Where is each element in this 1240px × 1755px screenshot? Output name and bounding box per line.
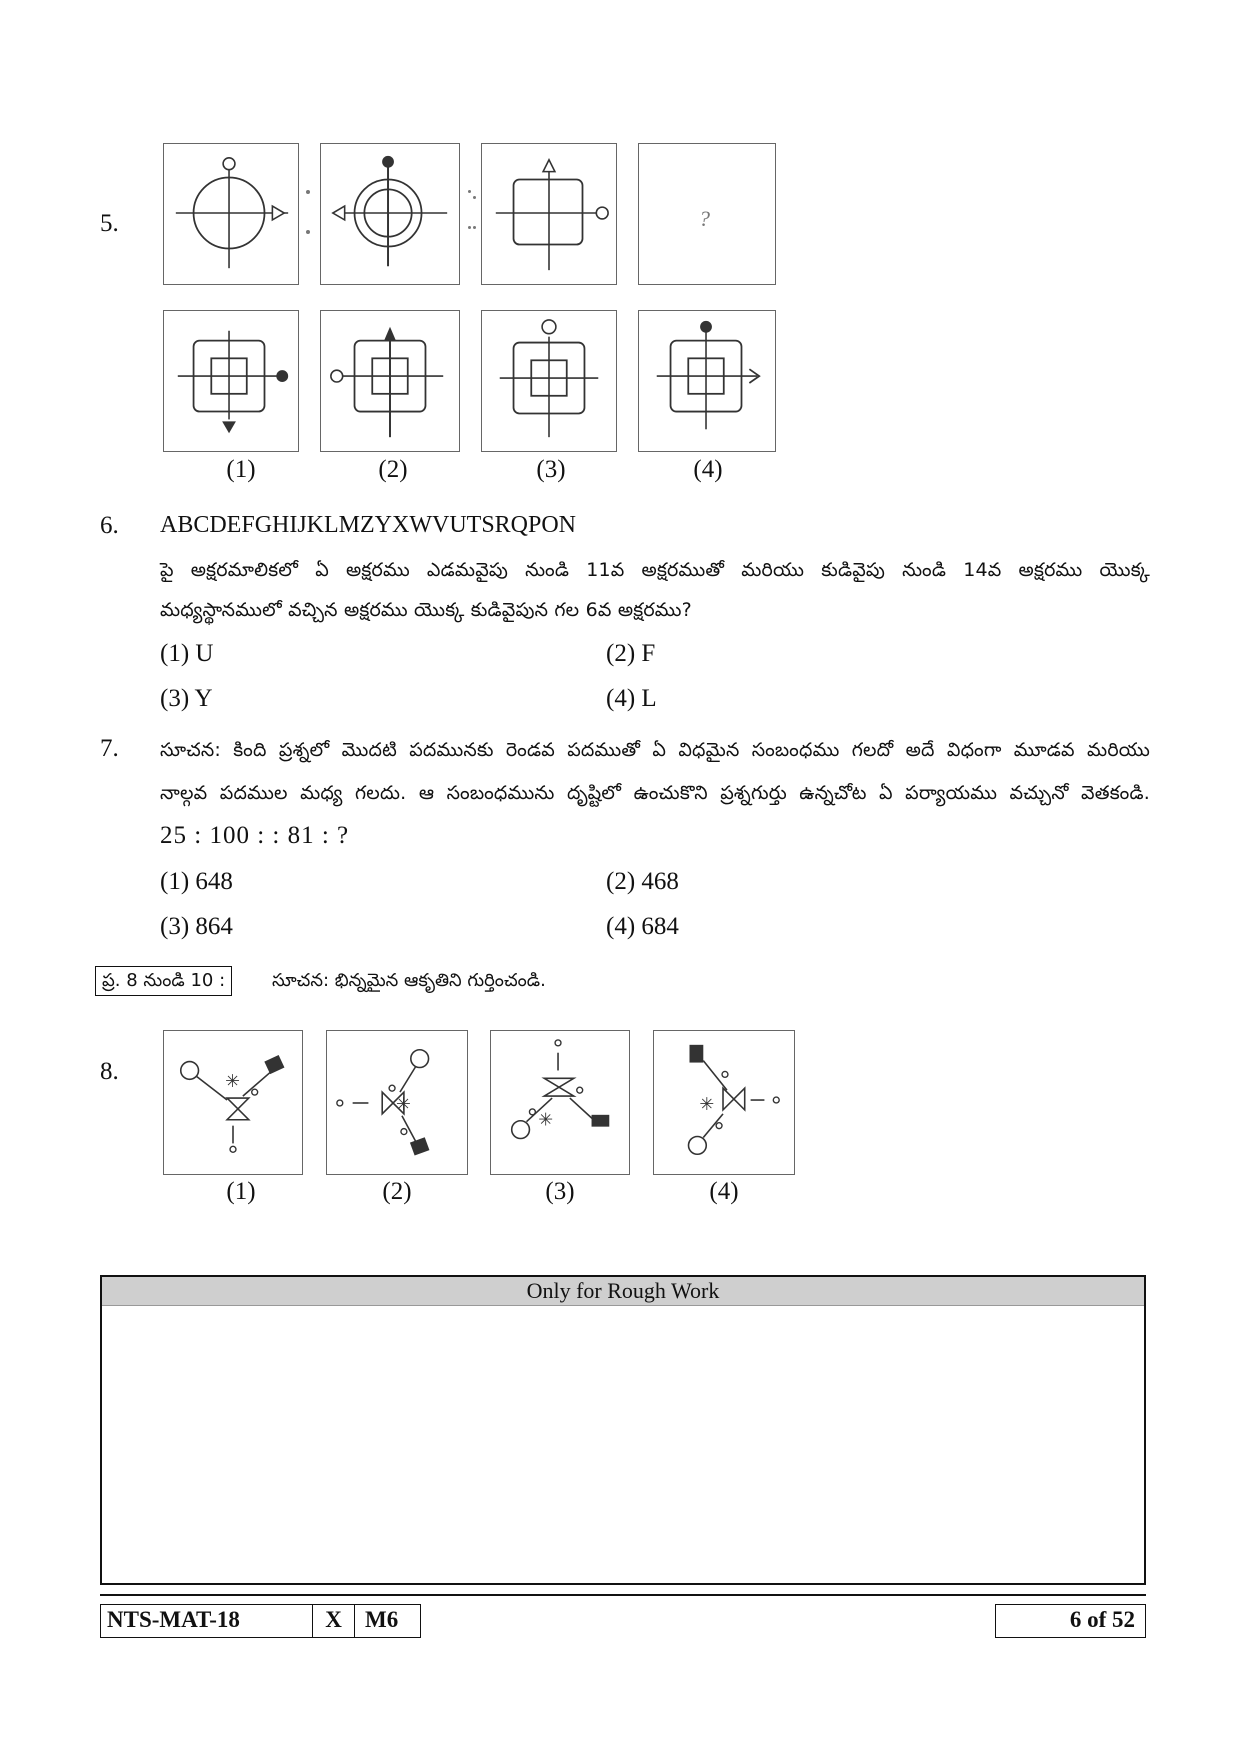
q7-option-2[interactable]: (2) 468 (606, 868, 679, 895)
q5-label-3: (3) (536, 456, 566, 483)
q8-figure-4[interactable] (653, 1030, 795, 1175)
section-instruction: సూచన: భిన్నమైన ఆకృతిని గుర్తించండి. (272, 970, 546, 991)
q8-figure-2[interactable] (326, 1030, 468, 1175)
footer-set: M6 (355, 1604, 421, 1638)
q5-problem-figure-2 (320, 143, 460, 285)
rough-work-title: Only for Rough Work (102, 1277, 1144, 1306)
svg-text:✳: ✳ (396, 1094, 411, 1115)
q8-label-2: (2) (382, 1178, 412, 1205)
q6-option-1[interactable]: (1) U (160, 640, 214, 667)
q5-problem-figure-1 (163, 143, 299, 285)
question-5-number: 5. (100, 210, 119, 237)
footer-language: X (313, 1604, 355, 1638)
q5-label-2: (2) (378, 456, 408, 483)
q7-expression: 25 : 100 : : 81 : ? (160, 822, 350, 849)
q5-answer-figure-2[interactable] (320, 310, 460, 452)
q5-problem-figure-4-unknown (638, 143, 776, 285)
svg-text:✳: ✳ (538, 1110, 554, 1131)
q7-text-line-2: నాల్గవ పదముల మధ్య గలదు. ఆ సంబంధమును దృష్టిలో ఉంచుకొని ప్రశ్నగుర్తు ఉన్నచోట ఏ పర్యాయము వచ్చునో వెతకండి. (160, 782, 1150, 804)
q5-answer-figure-4[interactable] (638, 310, 776, 452)
q8-label-3: (3) (545, 1178, 575, 1205)
q6-text-line-1: పై అక్షరమాలికలో ఏ అక్షరము ఎడమవైపు నుండి 11వ అక్షరముతో మరియు కుడివైపు నుండి 14వ అక్షరము యొక్క (160, 559, 1150, 581)
q5-label-1: (1) (226, 456, 256, 483)
svg-text:✳: ✳ (699, 1094, 715, 1115)
question-6-number: 6. (100, 512, 119, 539)
q7-option-3[interactable]: (3) 864 (160, 913, 233, 940)
question-8-number: 8. (100, 1058, 119, 1085)
footer-rule (100, 1594, 1146, 1596)
q6-letter-series: ABCDEFGHIJKLMZYXWVUTSRQPON (160, 512, 577, 538)
q8-label-1: (1) (226, 1178, 256, 1205)
q8-figure-3[interactable] (490, 1030, 630, 1175)
q5-label-4: (4) (693, 456, 723, 483)
q5-answer-figure-1[interactable] (163, 310, 299, 452)
q8-figure-1[interactable] (163, 1030, 303, 1175)
q8-label-4: (4) (709, 1178, 739, 1205)
footer-paper-code: NTS-MAT-18 (100, 1604, 313, 1638)
q7-text-line-1: సూచన: కింది ప్రశ్నలో మొదటి పదమునకు రెండవ పదముతో ఏ విధమైన సంబంధము గలదో అదే విధంగా మూడవ మరియు (160, 739, 1150, 761)
q6-option-2[interactable]: (2) F (606, 640, 656, 667)
q7-option-4[interactable]: (4) 684 (606, 913, 679, 940)
question-7-number: 7. (100, 735, 119, 762)
q5-problem-figure-3 (481, 143, 617, 285)
q6-text-line-2: మధ్యస్థానములో వచ్చిన అక్షరము యొక్క కుడివైపున గల 6వ అక్షరము? (160, 599, 692, 621)
unknown-mark: ? (699, 206, 710, 231)
q6-option-4[interactable]: (4) L (606, 685, 657, 712)
q6-option-3[interactable]: (3) Y (160, 685, 213, 712)
question-range-box: ప్ర. 8 నుండి 10 : (95, 966, 232, 996)
q5-answer-figure-3[interactable] (481, 310, 617, 452)
svg-text:✳: ✳ (225, 1072, 240, 1093)
rough-work-area (100, 1275, 1146, 1585)
q7-option-1[interactable]: (1) 648 (160, 868, 233, 895)
footer-page-number: 6 of 52 (995, 1604, 1146, 1638)
